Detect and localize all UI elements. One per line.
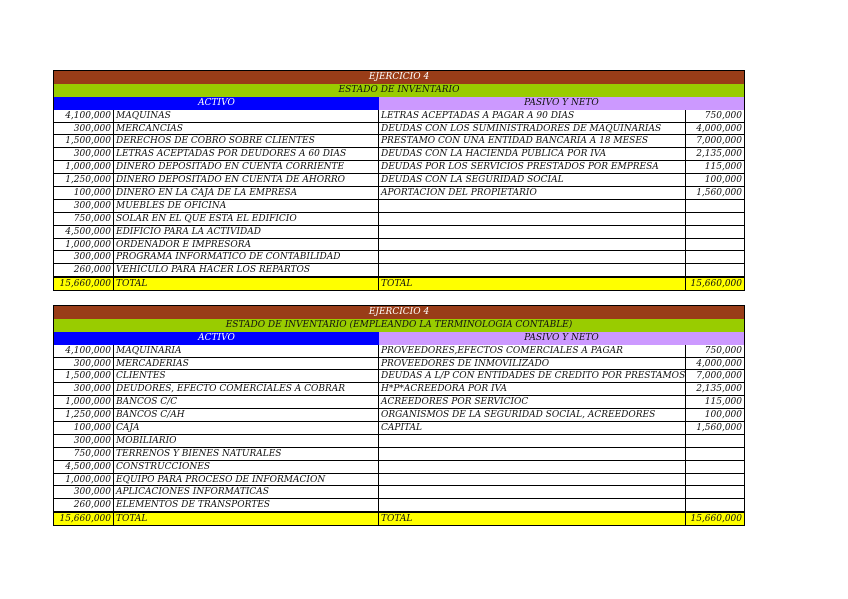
activo-description-cell[interactable]: DINERO DEPOSITADO EN CUENTA CORRIENTE (114, 161, 379, 174)
pasivo-description-cell[interactable]: DEUDAS A L/P CON ENTIDADES DE CREDITO POR PRESTAMOS (381, 371, 686, 382)
table-row (54, 239, 744, 252)
activo-description-cell[interactable]: MUEBLES DE OFICINA (114, 200, 379, 213)
pasivo-description-cell[interactable] (379, 251, 686, 264)
activo-description-cell[interactable]: APLICACIONES INFORMATICAS (114, 486, 379, 499)
activo-description-cell[interactable]: SOLAR EN EL QUE ESTA EL EDIFICIO (114, 213, 379, 226)
activo-amount-cell[interactable]: 300,000 (54, 200, 114, 213)
activo-header[interactable]: ACTIVO (54, 332, 379, 345)
activo-amount-cell[interactable]: 100,000 (54, 422, 114, 435)
activo-amount-cell[interactable]: 1,000,000 (54, 396, 114, 409)
table-row (54, 123, 744, 136)
table-row (54, 345, 744, 358)
activo-description-cell[interactable]: TERRENOS Y BIENES NATURALES (114, 448, 379, 461)
activo-description-cell[interactable]: EDIFICIO PARA LA ACTIVIDAD (114, 226, 379, 239)
pasivo-description-cell[interactable]: PRESTAMO CON UNA ENTIDAD BANCARIA A 18 MESES (379, 135, 686, 148)
activo-amount-cell[interactable]: 260,000 (54, 499, 114, 512)
exercise-title-row (54, 306, 744, 319)
pasivo-total-label[interactable]: TOTAL (379, 512, 686, 525)
pasivo-amount-cell[interactable] (686, 239, 744, 252)
pasivo-amount-cell[interactable]: 7,000,000 (686, 370, 744, 383)
pasivo-description-cell[interactable]: DEUDAS CON LA SEGURIDAD SOCIAL (379, 174, 686, 187)
pasivo-amount-cell[interactable] (686, 474, 744, 487)
pasivo-amount-cell[interactable] (686, 461, 744, 474)
activo-description-cell[interactable]: BANCOS C/AH (114, 409, 379, 422)
activo-amount-cell[interactable]: 260,000 (54, 264, 114, 277)
activo-amount-cell[interactable]: 300,000 (54, 383, 114, 396)
pasivo-amount-cell[interactable]: 1,560,000 (686, 187, 744, 200)
table-row (54, 226, 744, 239)
pasivo-amount-cell[interactable] (686, 499, 744, 512)
pasivo-description-cell[interactable]: CAPITAL (379, 422, 686, 435)
table-row (54, 161, 744, 174)
activo-amount-cell[interactable]: 1,000,000 (54, 474, 114, 487)
pasivo-total-amount[interactable]: 15,660,000 (686, 512, 744, 525)
pasivo-amount-cell[interactable] (686, 486, 744, 499)
pasivo-amount-cell[interactable]: 100,000 (686, 409, 744, 422)
pasivo-description-cell[interactable] (379, 226, 686, 239)
activo-amount-cell[interactable]: 4,500,000 (54, 461, 114, 474)
pasivo-description-cell[interactable] (379, 474, 686, 487)
exercise-title[interactable]: EJERCICIO 4 (54, 71, 744, 84)
pasivo-amount-cell[interactable] (686, 264, 744, 277)
activo-description-cell[interactable]: DINERO EN LA CAJA DE LA EMPRESA (114, 187, 379, 200)
pasivo-description-cell[interactable]: PROVEEDORES,EFECTOS COMERCIALES A PAGAR (379, 345, 686, 358)
pasivo-amount-cell[interactable]: 100,000 (686, 174, 744, 187)
pasivo-description-cell[interactable]: PROVEEDORES DE INMOVILIZADO (379, 358, 686, 371)
table-row (54, 461, 744, 474)
activo-description-cell[interactable]: ELEMENTOS DE TRANSPORTES (114, 499, 379, 512)
pasivo-amount-cell[interactable]: 4,000,000 (686, 358, 744, 371)
table-row (54, 110, 744, 123)
table-row (54, 499, 744, 512)
pasivo-amount-cell[interactable]: 4,000,000 (686, 123, 744, 136)
table-row (54, 448, 744, 461)
activo-header[interactable]: ACTIVO (54, 97, 379, 110)
activo-total-amount[interactable]: 15,660,000 (54, 277, 114, 290)
table-row (54, 370, 744, 383)
exercise-title[interactable]: EJERCICIO 4 (54, 306, 744, 319)
table-row (54, 264, 744, 277)
pasivo-description-cell[interactable] (379, 213, 686, 226)
pasivo-amount-cell[interactable]: 750,000 (686, 110, 744, 123)
pasivo-description-cell[interactable]: APORTACION DEL PROPIETARIO (379, 187, 686, 200)
pasivo-description-cell[interactable]: ACREEDORES POR SERVICIOC (379, 396, 686, 409)
pasivo-description-cell[interactable]: DEUDAS POR LOS SERVICIOS PRESTADOS POR EMPRESA (379, 161, 686, 174)
table-row (54, 486, 744, 499)
activo-amount-cell[interactable]: 750,000 (54, 213, 114, 226)
inventory-subtitle[interactable]: ESTADO DE INVENTARIO (EMPLEANDO LA TERMINOLOGIA CONTABLE) (54, 319, 744, 332)
activo-amount-cell[interactable]: 300,000 (54, 148, 114, 161)
activo-description-cell[interactable]: MOBILIARIO (114, 435, 379, 448)
pasivo-amount-cell[interactable]: 1,560,000 (686, 422, 744, 435)
table-row (54, 213, 744, 226)
activo-total-amount[interactable]: 15,660,000 (54, 512, 114, 525)
activo-total-label[interactable]: TOTAL (114, 277, 379, 290)
pasivo-amount-cell[interactable] (686, 213, 744, 226)
exercise-title-row (54, 71, 744, 84)
pasivo-description-cell[interactable]: LETRAS ACEPTADAS A PAGAR A 90 DIAS (379, 110, 686, 123)
activo-amount-cell[interactable]: 1,250,000 (54, 174, 114, 187)
table-row (54, 409, 744, 422)
pasivo-description-cell[interactable] (379, 264, 686, 277)
pasivo-amount-cell[interactable]: 2,135,000 (686, 148, 744, 161)
pasivo-header[interactable]: PASIVO Y NETO (379, 332, 744, 345)
pasivo-header[interactable]: PASIVO Y NETO (379, 97, 744, 110)
pasivo-description-cell[interactable] (379, 448, 686, 461)
table-row (54, 383, 744, 396)
activo-amount-cell[interactable]: 1,250,000 (54, 409, 114, 422)
activo-amount-cell[interactable]: 300,000 (54, 435, 114, 448)
table-row (54, 251, 744, 264)
table-row (54, 148, 744, 161)
pasivo-total-amount[interactable]: 15,660,000 (686, 277, 744, 290)
activo-description-cell[interactable]: CAJA (114, 422, 379, 435)
activo-amount-cell[interactable]: 1,000,000 (54, 239, 114, 252)
pasivo-amount-cell[interactable] (686, 251, 744, 264)
activo-amount-cell[interactable]: 4,500,000 (54, 226, 114, 239)
activo-description-cell[interactable]: DERECHOS DE COBRO SOBRE CLIENTES (114, 135, 379, 148)
subtitle-row (54, 319, 744, 332)
pasivo-description-cell[interactable] (379, 499, 686, 512)
pasivo-amount-cell[interactable] (686, 448, 744, 461)
pasivo-description-cell[interactable]: DEUDAS CON LA HACIENDA PUBLICA POR IVA (379, 148, 686, 161)
pasivo-description-cell[interactable] (379, 200, 686, 213)
pasivo-amount-cell[interactable]: 2,135,000 (686, 383, 744, 396)
activo-description-cell[interactable]: EQUIPO PARA PROCESO DE INFORMACION (114, 474, 379, 487)
activo-description-cell[interactable]: DINERO DEPOSITADO EN CUENTA DE AHORRO (114, 174, 379, 187)
pasivo-description-cell[interactable]: DEUDAS CON LOS SUMINISTRADORES DE MAQUINARIAS (379, 123, 686, 136)
pasivo-description-cell[interactable] (379, 435, 686, 448)
pasivo-amount-cell[interactable]: 7,000,000 (686, 135, 744, 148)
column-header-row (54, 332, 744, 345)
activo-amount-cell[interactable]: 300,000 (54, 486, 114, 499)
total-row (54, 277, 744, 290)
activo-description-cell[interactable]: MERCADERIAS (114, 358, 379, 371)
pasivo-description-cell[interactable] (379, 461, 686, 474)
activo-description-cell[interactable]: MERCANCIAS (114, 123, 379, 136)
column-header-row (54, 97, 744, 110)
pasivo-amount-cell[interactable]: 750,000 (686, 345, 744, 358)
table-row (54, 174, 744, 187)
activo-description-cell[interactable]: MAQUINAS (114, 110, 379, 123)
table-row (54, 187, 744, 200)
activo-amount-cell[interactable]: 300,000 (54, 123, 114, 136)
activo-description-cell[interactable]: DEUDORES, EFECTO COMERCIALES A COBRAR (114, 383, 379, 396)
table-row (54, 358, 744, 371)
pasivo-description-cell[interactable]: ORGANISMOS DE LA SEGURIDAD SOCIAL, ACREEDORES (379, 409, 686, 422)
table-row (54, 135, 744, 148)
inventory-subtitle[interactable]: ESTADO DE INVENTARIO (54, 84, 744, 97)
activo-amount-cell[interactable]: 1,500,000 (54, 135, 114, 148)
pasivo-amount-cell[interactable]: 115,000 (686, 396, 744, 409)
activo-amount-cell[interactable]: 4,100,000 (54, 110, 114, 123)
inventory-table-2 (53, 305, 745, 526)
pasivo-amount-cell[interactable]: 115,000 (686, 161, 744, 174)
pasivo-amount-cell[interactable] (686, 200, 744, 213)
activo-description-cell[interactable]: LETRAS ACEPTADAS POR DEUDORES A 60 DIAS (114, 148, 379, 161)
table-row (54, 396, 744, 409)
activo-description-cell[interactable]: MAQUINARIA (114, 345, 379, 358)
total-row (54, 512, 744, 525)
activo-amount-cell[interactable]: 4,100,000 (54, 345, 114, 358)
table-row (54, 435, 744, 448)
activo-description-cell[interactable]: CONSTRUCCIONES (114, 461, 379, 474)
activo-amount-cell[interactable]: 300,000 (54, 358, 114, 371)
table-row (54, 474, 744, 487)
activo-description-cell[interactable]: ORDENADOR E IMPRESORA (114, 239, 379, 252)
pasivo-amount-cell[interactable] (686, 435, 744, 448)
activo-total-label[interactable]: TOTAL (114, 512, 379, 525)
pasivo-description-cell[interactable] (379, 486, 686, 499)
activo-amount-cell[interactable]: 750,000 (54, 448, 114, 461)
activo-description-cell[interactable]: VEHICULO PARA HACER LOS REPARTOS (114, 264, 379, 277)
subtitle-row (54, 84, 744, 97)
pasivo-amount-cell[interactable] (686, 226, 744, 239)
pasivo-total-label[interactable]: TOTAL (379, 277, 686, 290)
activo-description-cell[interactable]: PROGRAMA INFORMATICO DE CONTABILIDAD (114, 251, 379, 264)
activo-amount-cell[interactable]: 1,500,000 (54, 370, 114, 383)
table-row (54, 200, 744, 213)
table-row (54, 422, 744, 435)
pasivo-description-cell[interactable] (379, 239, 686, 252)
activo-amount-cell[interactable]: 100,000 (54, 187, 114, 200)
pasivo-description-cell[interactable]: H*P*ACREEDORA POR IVA (379, 383, 686, 396)
activo-amount-cell[interactable]: 300,000 (54, 251, 114, 264)
activo-amount-cell[interactable]: 1,000,000 (54, 161, 114, 174)
activo-description-cell[interactable]: BANCOS C/C (114, 396, 379, 409)
inventory-table-1 (53, 70, 745, 291)
activo-description-cell[interactable]: CLIENTES (114, 370, 379, 383)
